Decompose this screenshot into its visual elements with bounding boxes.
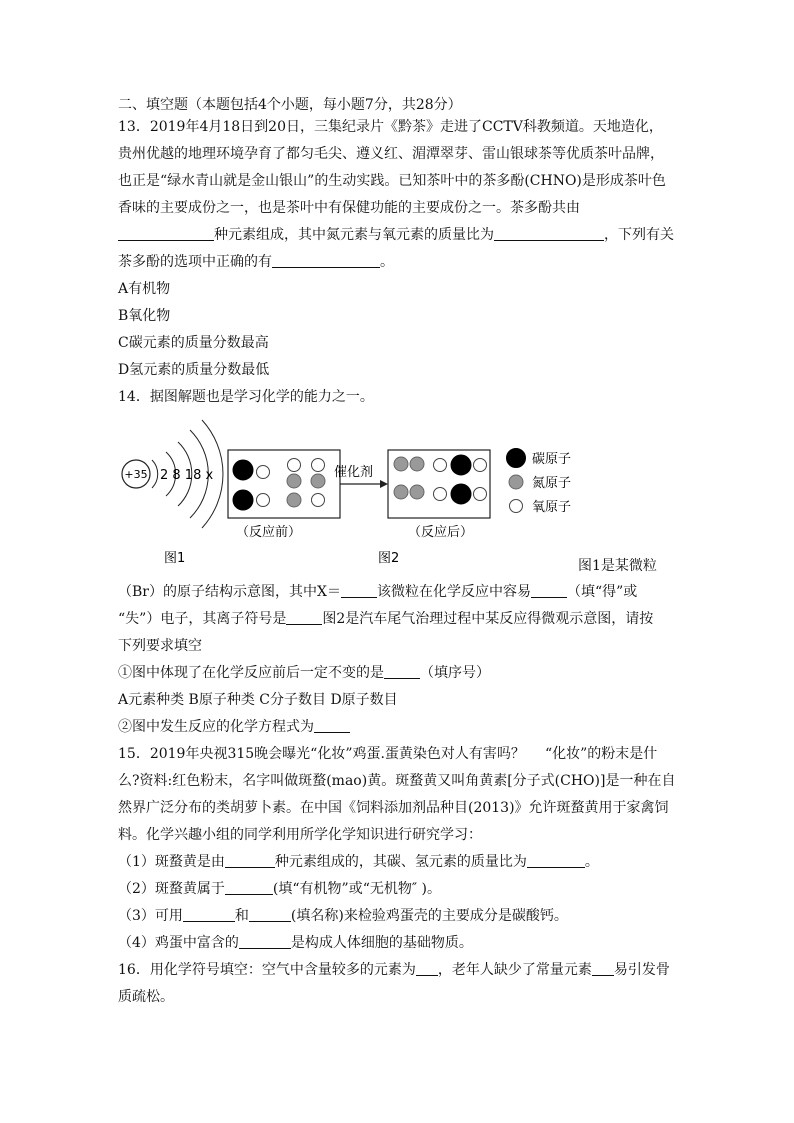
carbon-atom	[233, 460, 253, 480]
q15-part-1: （1）斑蝥黄是由 种元素组成的，其碳、氢元素的质量比为 。	[118, 854, 599, 870]
nitrogen-atom	[311, 474, 325, 488]
q13-option-b: B氧化物	[118, 308, 171, 324]
q13-line-4: 香味的主要成份之一，也是茶叶中有保健功能的主要成份之一。茶多酚共由	[118, 200, 580, 216]
q15-part-2: （2）斑蝥黄属于 (填“有机物”或“无机物″ )。	[118, 881, 441, 897]
answer-blank[interactable]	[416, 961, 438, 976]
atom-legend	[507, 449, 572, 516]
carbon-legend-swatch	[507, 449, 526, 468]
q16-line-1: 16．用化学符号填空：空气中含量较多的元素为 ，老年人缺少了常量元素 易引发骨	[118, 962, 670, 978]
arrow-head	[380, 480, 388, 488]
q15-part-3: （3）可用 和 (填名称)来检验鸡蛋壳的主要成分是碳酸钙。	[118, 908, 568, 924]
q15-line-1: 15．2019年央视315晚会曝光“化妆”鸡蛋.蛋黄染色对人有害吗？ “化妆”的粉末是什	[118, 746, 658, 762]
oxygen-atom	[474, 459, 487, 472]
answer-blank[interactable]	[314, 718, 350, 733]
answer-blank[interactable]	[286, 610, 322, 625]
carbon-atom	[451, 484, 471, 504]
answer-blank[interactable]	[494, 226, 604, 241]
answer-blank[interactable]	[183, 907, 235, 922]
electron-shell-arc	[152, 460, 158, 488]
oxygen-legend-swatch	[510, 500, 523, 513]
before-label: （反应前）	[236, 525, 302, 540]
q14-sub-2: ②图中发生反应的化学方程式为	[118, 718, 350, 736]
nitrogen-atom	[410, 457, 424, 471]
answer-blank[interactable]	[272, 253, 380, 268]
q16-line-2: 质疏松。	[118, 989, 174, 1005]
answer-blank[interactable]	[592, 961, 614, 976]
q14-line-3: “失”）电子，其离子符号是 图2是汽车尾气治理过程中某反应得微观示意图，请按	[118, 611, 654, 627]
oxygen-atom	[257, 466, 270, 479]
answer-blank[interactable]	[249, 907, 291, 922]
nitrogen-legend-swatch	[509, 475, 523, 489]
q14-figures	[112, 412, 592, 572]
answer-blank[interactable]	[239, 934, 291, 949]
answer-blank[interactable]	[225, 853, 275, 868]
answer-blank[interactable]	[527, 853, 585, 868]
q13-line-2: 贵州优越的地理环境孕育了都匀毛尖、遵义红、湄潭翠芽、雷山银球茶等优质茶叶品牌，	[118, 146, 664, 162]
oxygen-atom	[288, 459, 301, 472]
after-label: （反应后）	[408, 525, 474, 540]
section-title: 二、填空题（本题包括4个小题，每小题7分，共28分）	[118, 97, 462, 113]
nitrogen-atom	[287, 474, 301, 488]
q13-line-5: 种元素组成，其中氮元素与氧元素的质量比为 ，下列有关	[118, 226, 674, 244]
q15-line-2: 么?资料:红色粉末，名字叫做斑蝥(mao)黄。斑蝥黄又叫角黄素[分子式(CHO)]是一种在自	[118, 773, 676, 789]
electron-distribution: 2 8 18 x	[160, 468, 214, 483]
nucleus-charge: +35	[124, 468, 148, 481]
oxygen-atom	[312, 459, 325, 472]
carbon-legend-label: 碳原子	[532, 452, 572, 467]
q14-sub-1: ①图中体现了在化学反应前后一定不变的是 （填序号）	[118, 665, 490, 681]
q14-tail-1: 图1是某微粒	[578, 558, 657, 574]
nitrogen-atom	[394, 485, 408, 499]
q14-intro: 14．据图解题也是学习化学的能力之一。	[118, 389, 374, 405]
reaction-before-box	[228, 450, 340, 540]
answer-blank[interactable]	[118, 226, 214, 241]
q14-options: A元素种类 B原子种类 C分子数目 D原子数目	[118, 692, 398, 708]
q15-line-4: 料。化学兴趣小组的同学利用所学化学知识进行研究学习：	[118, 827, 482, 843]
nitrogen-legend-label: 氮原子	[532, 476, 572, 491]
q13-option-c: C碳元素的质量分数最高	[118, 335, 269, 351]
nitrogen-atom	[410, 485, 424, 499]
q13-line-1: 13．2019年4月18日到20日，三集纪录片《黔茶》走进了CCTV科教频道。天地造化，	[118, 119, 663, 135]
reaction-arrow	[334, 464, 388, 488]
oxygen-atom	[474, 488, 487, 501]
q13-line-3: 也正是“绿水青山就是金山银山”的生动实践。已知茶叶中的茶多酚(CHNO)是形成茶叶色	[118, 173, 666, 189]
carbon-atom	[233, 490, 253, 510]
reaction-after-box	[388, 450, 490, 540]
nitrogen-atom	[394, 457, 408, 471]
q14-line-2: （Br）的原子结构示意图，其中X＝ 该微粒在化学反应中容易 （填“得”或	[118, 584, 638, 600]
q15-line-3: 然界广泛分布的类胡萝卜素。在中国《饲料添加剂品种目(2013)》允许斑蝥黄用于家禽饲	[118, 800, 669, 816]
answer-blank[interactable]	[384, 664, 420, 679]
q14-line-4: 下列要求填空	[118, 638, 202, 654]
q13-option-d: D氢元素的质量分数最低	[118, 362, 270, 378]
figure-1-caption: 图1	[164, 551, 186, 566]
answer-blank[interactable]	[341, 583, 377, 598]
atom-structure-diagram	[122, 420, 223, 566]
figure-2-caption: 图2	[378, 551, 400, 566]
oxygen-atom	[434, 459, 447, 472]
oxygen-atom	[434, 488, 447, 501]
nitrogen-atom	[287, 493, 301, 507]
q13-line-6: 茶多酚的选项中正确的有 。	[118, 254, 394, 270]
oxygen-atom	[312, 494, 325, 507]
q15-part-4: （4）鸡蛋中富含的 是构成人体细胞的基础物质。	[118, 935, 473, 951]
oxygen-atom	[257, 494, 270, 507]
catalyst-label: 催化剂	[334, 465, 374, 480]
oxygen-legend-label: 氧原子	[532, 500, 572, 515]
answer-blank[interactable]	[531, 583, 567, 598]
q13-option-a: A有机物	[118, 281, 171, 297]
answer-blank[interactable]	[225, 880, 273, 895]
carbon-atom	[451, 455, 471, 475]
